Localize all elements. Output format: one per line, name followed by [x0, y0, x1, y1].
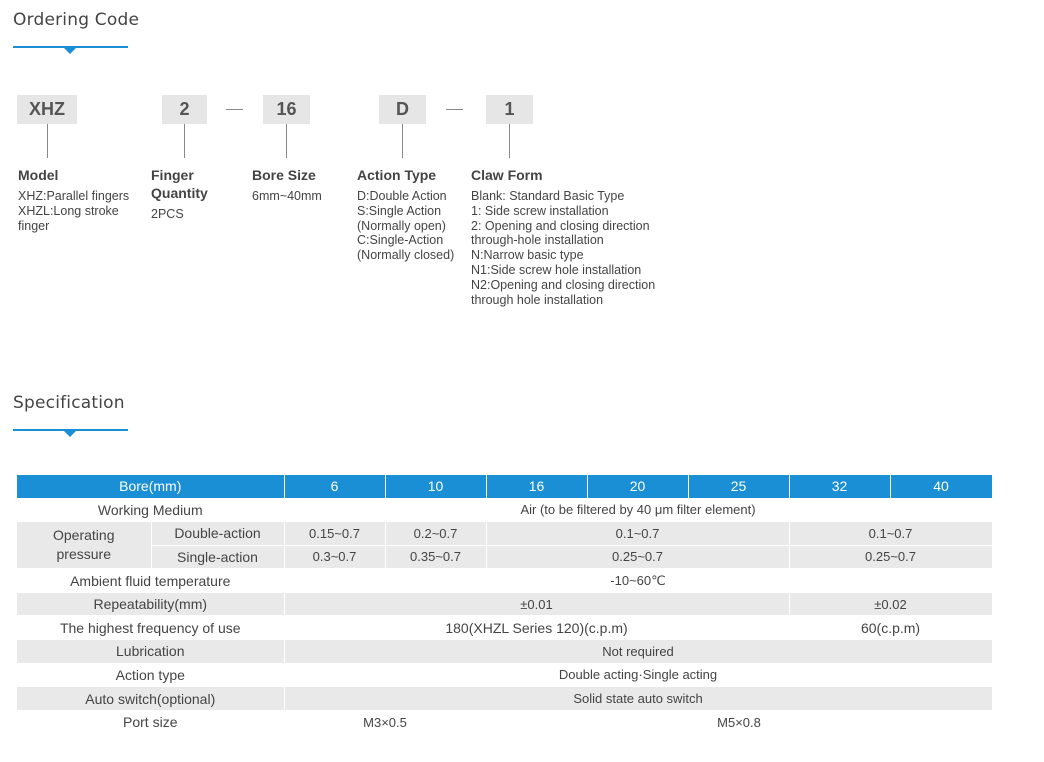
- model-option: XHZ:Parallel fingers: [18, 189, 130, 203]
- model-heading: [18, 166, 58, 184]
- row-label: The highest frequency of use: [17, 616, 284, 640]
- code-connector: [509, 124, 510, 158]
- row-value: M3×0.5: [284, 710, 486, 734]
- model-option: finger: [18, 218, 50, 233]
- claw-form-heading: [471, 166, 543, 184]
- double-action-label: Double-action: [151, 522, 284, 546]
- bore-header: Bore(mm): [17, 475, 284, 498]
- operating-pressure-label-line: pressure: [56, 546, 111, 563]
- row-value: 0.25~0.7: [486, 545, 789, 569]
- code-action-type: D: [379, 95, 426, 124]
- row-value: 0.3~0.7: [284, 545, 385, 569]
- table-row: [17, 522, 992, 546]
- bore-size-heading: [252, 166, 316, 184]
- code-dash: [226, 109, 243, 110]
- model-heading-text: Model: [18, 167, 59, 183]
- row-value: 0.1~0.7: [789, 522, 992, 546]
- claw-form-option: 1: Side screw installation: [471, 203, 609, 218]
- row-label: Auto switch(optional): [17, 687, 284, 711]
- row-value: Not required: [284, 640, 992, 664]
- code-connector: [402, 124, 403, 158]
- row-label: Action type: [17, 663, 284, 687]
- table-row: [17, 616, 992, 640]
- table-row: [17, 592, 992, 616]
- code-claw-form: 1: [486, 95, 533, 124]
- model-option: XHZL:Long stroke: [18, 203, 119, 218]
- bore-cell: 16: [486, 475, 587, 498]
- claw-form-option: through hole installation: [471, 292, 604, 307]
- row-value: 60(c.p.m): [789, 616, 992, 640]
- claw-form-option: 2: Opening and closing direction: [471, 218, 650, 233]
- row-value: M5×0.8: [486, 710, 992, 734]
- finger-quantity-options: [151, 207, 184, 222]
- operating-pressure-label: [17, 522, 151, 569]
- action-type-option: C:Single-Action: [357, 233, 444, 248]
- row-value: ±0.02: [789, 592, 992, 616]
- claw-form-heading-text: Claw Form: [471, 167, 543, 183]
- single-action-label: Single-action: [151, 545, 284, 569]
- row-label: Repeatability(mm): [17, 592, 284, 616]
- finger-quantity-heading: [151, 166, 208, 202]
- bore-size-heading-text: Bore Size: [252, 167, 316, 183]
- claw-form-options: [471, 189, 655, 307]
- row-label: Working Medium: [17, 498, 284, 522]
- bore-cell: 25: [688, 475, 789, 498]
- bore-size-option: 6mm~40mm: [252, 189, 322, 203]
- row-label: Lubrication: [17, 640, 284, 664]
- row-value: Solid state auto switch: [284, 687, 992, 711]
- row-value: 180(XHZL Series 120)(c.p.m): [284, 616, 789, 640]
- claw-form-option: through-hole installation: [471, 233, 604, 248]
- model-options: [18, 189, 129, 233]
- table-row: [17, 498, 992, 522]
- table-row: [17, 687, 992, 711]
- row-value: Air (to be filtered by 40 μm filter element): [284, 498, 992, 522]
- row-value: 0.35~0.7: [385, 545, 486, 569]
- bore-cell: 6: [284, 475, 385, 498]
- bore-cell: 32: [789, 475, 890, 498]
- code-dash: [446, 109, 463, 110]
- action-type-option: (Normally closed): [357, 248, 455, 263]
- table-row: [17, 663, 992, 687]
- row-value: 0.1~0.7: [486, 522, 789, 546]
- table-row: [17, 545, 992, 569]
- action-type-option: D:Double Action: [357, 189, 447, 203]
- finger-quantity-option: 2PCS: [151, 207, 184, 221]
- code-bore-size: 16: [263, 95, 310, 124]
- claw-form-option: N2:Opening and closing direction: [471, 277, 656, 292]
- row-value: -10~60℃: [284, 569, 992, 593]
- claw-form-option: N:Narrow basic type: [471, 248, 584, 263]
- code-finger-quantity: 2: [162, 95, 207, 124]
- action-type-option: (Normally open): [357, 218, 446, 233]
- row-value: 0.2~0.7: [385, 522, 486, 546]
- finger-quantity-heading-line: Quantity: [151, 185, 208, 201]
- action-type-heading-text: Action Type: [357, 167, 437, 183]
- table-row: [17, 710, 992, 734]
- table-row: [17, 640, 992, 664]
- row-value: 0.15~0.7: [284, 522, 385, 546]
- specification-table: [17, 475, 993, 734]
- action-type-option: S:Single Action: [357, 203, 442, 218]
- claw-form-option: Blank: Standard Basic Type: [471, 189, 625, 203]
- bore-size-options: [252, 189, 322, 204]
- row-label: Port size: [17, 710, 284, 734]
- table-row: [17, 569, 992, 593]
- specification-title: Specification: [13, 393, 125, 413]
- table-header-row: [17, 475, 992, 498]
- ordering-code-title: Ordering Code: [13, 10, 140, 30]
- code-connector: [47, 124, 48, 158]
- action-type-heading: [357, 166, 436, 184]
- code-connector: [286, 124, 287, 158]
- bore-cell: 20: [587, 475, 688, 498]
- code-connector: [184, 124, 185, 158]
- operating-pressure-label-line: Operating: [53, 527, 115, 544]
- bore-cell: 10: [385, 475, 486, 498]
- row-value: ±0.01: [284, 592, 789, 616]
- bore-cell: 40: [890, 475, 992, 498]
- specification-arrow-icon: [63, 430, 77, 437]
- claw-form-option: N1:Side screw hole installation: [471, 262, 642, 277]
- ordering-code-arrow-icon: [63, 47, 77, 54]
- row-label: Ambient fluid temperature: [17, 569, 284, 593]
- code-model: XHZ: [17, 95, 77, 124]
- row-value: 0.25~0.7: [789, 545, 992, 569]
- finger-quantity-heading-line: Finger: [151, 167, 194, 183]
- action-type-options: [357, 189, 454, 263]
- row-value: Double acting·Single acting: [284, 663, 992, 687]
